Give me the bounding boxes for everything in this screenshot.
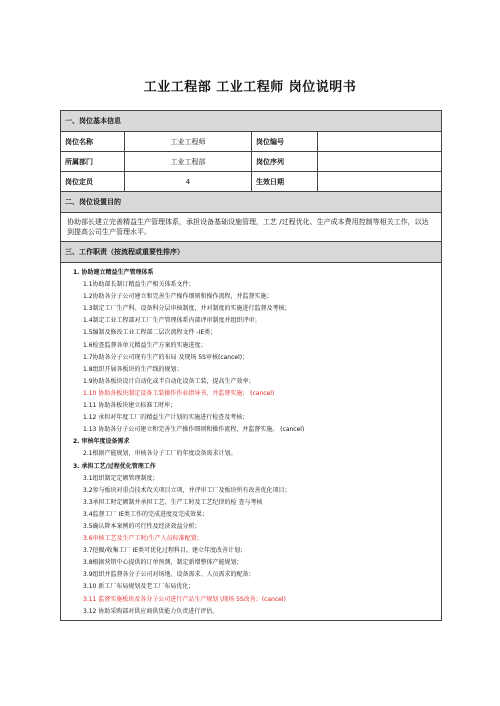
label-position-series: 岗位序列 bbox=[252, 152, 318, 172]
duty-item: 2.1根据产能规划，审核各分子工厂的年度设备需求计划。 bbox=[83, 450, 237, 458]
label-position-code: 岗位编号 bbox=[252, 132, 318, 152]
section-purpose-header: 二、岗位设置目的 bbox=[61, 192, 442, 213]
duty-item: 1.4制定工业工程部对工厂生产管理体系内部评审制度并组织评审； bbox=[83, 317, 261, 325]
label-effective-date: 生效日期 bbox=[252, 172, 318, 192]
duty-item: 1.13 协助各分子公司建立和完善生产操作细则和操作流程，并监督实施。 (cancel) bbox=[83, 426, 305, 434]
duty-item: 3.12 协助采购部对供应商供货能力负责进行评估。 bbox=[83, 607, 219, 615]
value-effective-date bbox=[318, 172, 442, 192]
basic-info-row bbox=[61, 152, 442, 172]
duty-item: 3.6审核工艺及生产工时/生产人员标准配置； bbox=[83, 535, 203, 543]
duty-heading: 2. 审核年度设备需求 bbox=[73, 438, 130, 446]
label-position-name: 岗位名称 bbox=[61, 132, 125, 152]
value-position-code bbox=[318, 132, 442, 152]
duty-item: 1.7协助各分子公司现有生产的布局 及现场 5S审核(cancel)； bbox=[83, 353, 249, 361]
duty-item: 1.3制定工厂生产科、设备科分层审核制度，并对制度的实施进行监督及考核； bbox=[83, 305, 291, 313]
purpose-text: 协助部长建立完善精益生产管理体系，承担设备基础设施管理，工艺 /过程优化、生产成本费用控制等相关工作，以达到提高公司生产管理水平。 bbox=[61, 213, 442, 242]
value-department: 工业工程部 bbox=[125, 152, 252, 172]
duty-heading: 3. 承担工艺/过程优化管理工作 bbox=[73, 462, 156, 470]
duty-item: 1.12 承担对年度工厂的精益生产计划的实施进行检查及考核； bbox=[83, 414, 249, 422]
duty-item: 1.9协助各板块设计自动化或半自动化设备工装，提高生产效率； bbox=[83, 377, 255, 385]
job-description-table bbox=[60, 110, 442, 621]
duty-item: 3.5确认降本案例的可行性及经济效益分析； bbox=[83, 522, 201, 530]
value-position-name: 工业工程师 bbox=[125, 132, 252, 152]
duty-item: 3.7挖掘/收集工厂 IE类可优化过程科目，建立年度改善计划； bbox=[83, 547, 247, 555]
duty-item: 1.6检查监督各单元精益生产方案的实施进度； bbox=[83, 341, 207, 349]
label-department: 所属部门 bbox=[61, 152, 125, 172]
duty-item: 3.2参与板块对重点技术攻关项目立项，并评审工厂及板块所有改善优化项目； bbox=[83, 486, 291, 494]
basic-info-row bbox=[61, 172, 442, 192]
value-headcount: 4 bbox=[125, 172, 252, 192]
document-title: 工业工程部 工业工程师 岗位说明书 bbox=[143, 80, 357, 95]
duty-item: 3.8根据营销中心提供的订单预测，制定新增整体产能规划； bbox=[83, 559, 243, 567]
duty-item: 1.2协助各分子公司建立和完善生产操作细则和操作流程，并监督实施； bbox=[83, 293, 273, 301]
basic-info-row bbox=[61, 132, 442, 152]
section-basic-info-header: 一、岗位基本信息 bbox=[61, 111, 442, 132]
duty-item: 1.1协助部长制订精益生产相关体系文件； bbox=[83, 281, 195, 289]
value-position-series bbox=[318, 152, 442, 172]
duty-item: 3.9组织并监督各分子公司对场地、设备需求、人员需求的配备； bbox=[83, 571, 255, 579]
duty-item: 1.5编制及修改工业工程部二层次流程文件 -IE类； bbox=[83, 329, 217, 337]
duty-item: 3.10 新工厂布局规划及老工厂布局优化； bbox=[83, 583, 195, 591]
duty-item: 3.3承担工时定额制并承担工艺、生产工时及工艺纪律的检 查与考核 bbox=[83, 498, 263, 506]
duty-item: 1.10 协助各板块制定设备工装操作作业指导书，并监督实施； (cancel) bbox=[83, 389, 275, 397]
duty-heading: 1. 协助建立精益生产管理体系 bbox=[73, 269, 154, 276]
duty-item: 3.1组织制定定额管理制度； bbox=[83, 474, 159, 482]
duty-item: 1.8组织开展各板块的生产线的规划； bbox=[83, 365, 183, 373]
duty-item: 3.11 监督实施板块及各分子公司进行产品生产规划 \现场 5S改善；(cancel) bbox=[83, 595, 286, 603]
duty-item: 1.11 协助各板块建立标准工时库； bbox=[83, 402, 177, 410]
duty-item: 3.4监督工厂 IE类工作的完成进度及完成效果； bbox=[83, 510, 209, 518]
duties-list bbox=[61, 263, 442, 621]
section-duties-header: 三、工作职责（按流程或重要性排序） bbox=[61, 242, 442, 263]
label-headcount: 岗位定员 bbox=[61, 172, 125, 192]
